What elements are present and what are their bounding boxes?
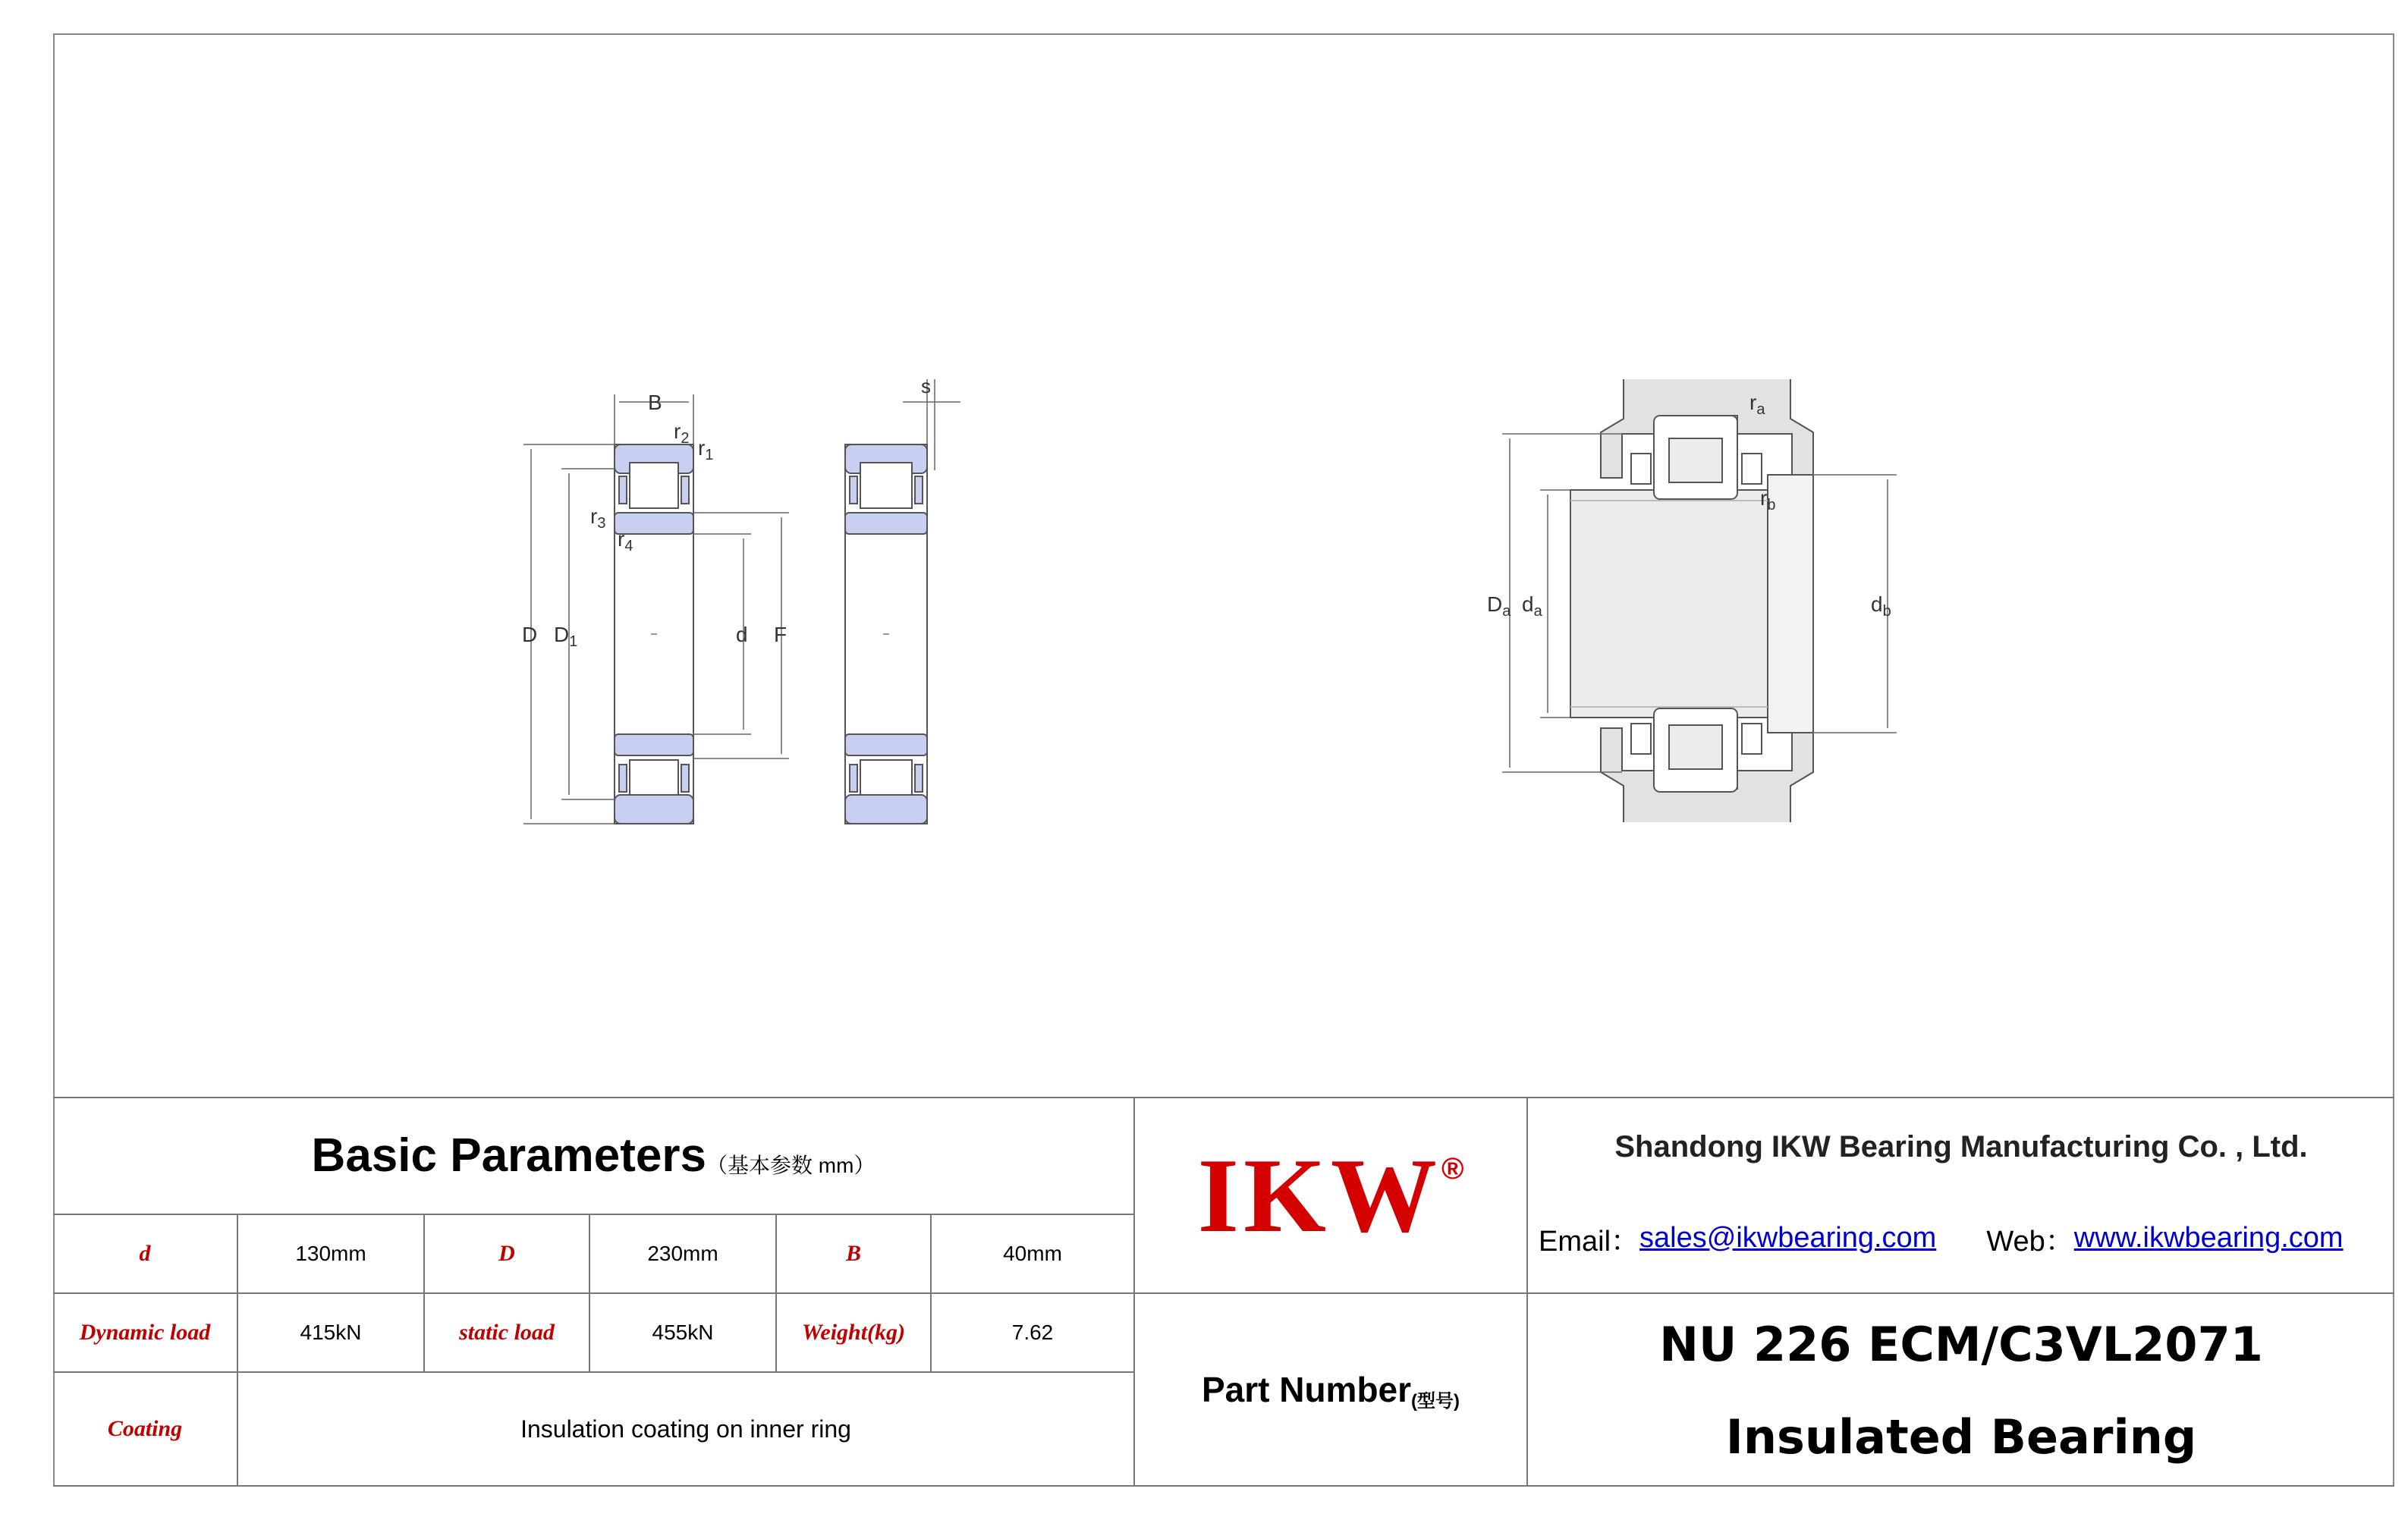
part-number-note: (型号) (1411, 1391, 1460, 1412)
label-weight: Weight(kg) (801, 1320, 906, 1345)
label-ra: $r_a$ (1749, 391, 1765, 418)
part-number-label-cell (1135, 1294, 1526, 1485)
params-unit-note: （基本参数 mm） (706, 1154, 875, 1177)
value-coating: Insulation coating on inner ring (520, 1415, 851, 1443)
value-static-load: 455kN (652, 1321, 714, 1344)
label-r4: $r_4$ (618, 527, 633, 554)
label-d-cell: d (139, 1241, 151, 1266)
bearing-section-side (845, 444, 927, 824)
bearing-type: Insulated Bearing (1725, 1409, 2197, 1465)
email-link[interactable]: sales@ikwbearing.com (1639, 1221, 1937, 1254)
label-rb: $r_b$ (1760, 486, 1776, 513)
web-link[interactable]: www.ikwbearing.com (2073, 1221, 2344, 1254)
mounting-drawing (1502, 379, 1897, 822)
company-name-text: Shandong IKW Bearing Manufacturing Co. , Ltd. (1614, 1129, 2308, 1164)
params-title (53, 1097, 1133, 1214)
label-dynamic-load: Dynamic load (79, 1320, 211, 1345)
label-static-load: static load (459, 1320, 555, 1345)
value-D: 230mm (647, 1242, 718, 1265)
company-name (1528, 1098, 2394, 1195)
email-label: Email： (1539, 1225, 1640, 1258)
label-d: d (736, 623, 748, 646)
label-s: s (921, 375, 931, 397)
part-number-value: NU 226 ECM/C3VL2071 (1659, 1316, 2263, 1372)
contact-line (1539, 1208, 2394, 1268)
value-weight: 7.62 (1011, 1321, 1054, 1344)
registered-mark: ® (1441, 1151, 1464, 1186)
title-block (53, 1097, 2394, 1487)
part-number-label: Part Number (1201, 1370, 1412, 1409)
params-heading: Basic Parameters (311, 1129, 707, 1182)
label-B: B (648, 391, 662, 414)
label-r2: $r_2$ (674, 419, 690, 447)
label-D-cell: D (498, 1241, 515, 1266)
logo-text: IKW (1197, 1136, 1441, 1255)
label-coating: Coating (107, 1416, 183, 1441)
label-Da: $D_a$ (1487, 592, 1511, 620)
web-label: Web： (1986, 1225, 2074, 1258)
label-r1: $r_1$ (698, 436, 714, 463)
value-dynamic-load: 415kN (300, 1321, 362, 1344)
value-B: 40mm (1003, 1242, 1062, 1265)
label-D: D (522, 623, 538, 646)
value-d: 130mm (295, 1242, 366, 1265)
label-r3: $r_3$ (590, 504, 606, 532)
label-D1: $D_1$ (554, 623, 578, 650)
label-B-cell: B (845, 1241, 861, 1266)
label-db: $d_b$ (1871, 592, 1891, 620)
label-F: F (774, 623, 787, 646)
ikw-logo (1135, 1098, 1526, 1292)
label-da: $d_a$ (1522, 592, 1542, 620)
bearing-section-main (615, 444, 693, 824)
